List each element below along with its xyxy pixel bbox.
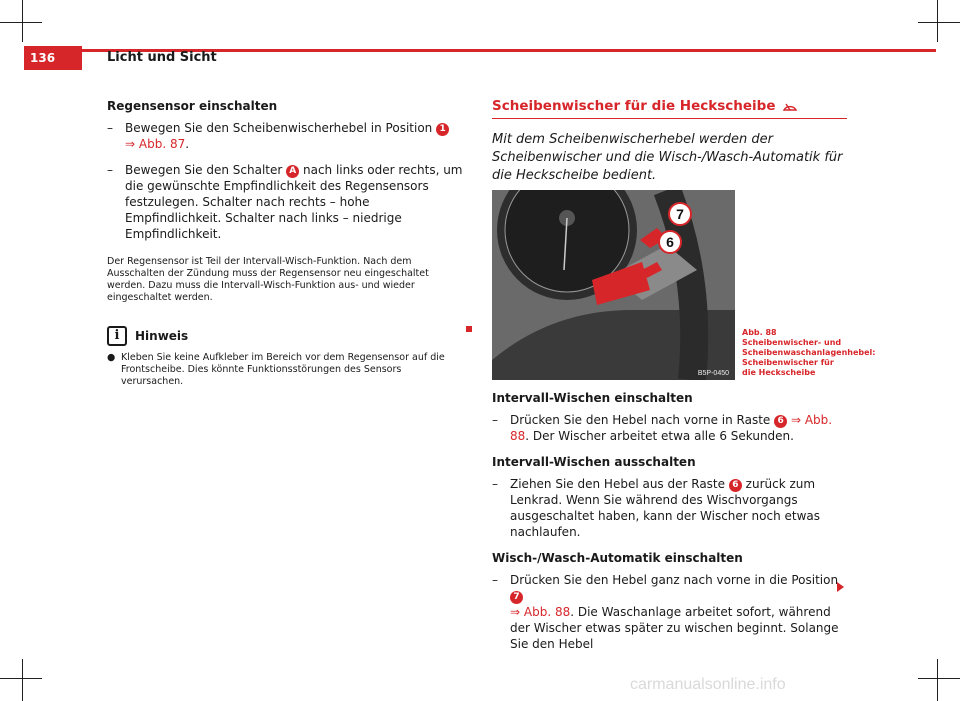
step-1: – Bewegen Sie den Scheibenwischerhebel in Position 1 ⇒ Abb. 87.	[107, 120, 465, 152]
position-badge-7: 7	[510, 591, 523, 604]
s3-heading: Wisch-/Wasch-Automatik einschalten	[492, 551, 743, 565]
left-heading: Regensensor einschalten	[107, 99, 278, 113]
s2-heading: Intervall-Wischen ausschalten	[492, 455, 696, 469]
info-paragraph: Der Regensensor ist Teil der Intervall-Wisch-Funktion. Nach dem Ausschalten der Zündung muss der Regensensor neu eingeschaltet werden. Dazu muss die Intervall-Wisch-Funktion aus- und wieder eingeschaltet werden.	[107, 256, 429, 303]
s2-step: – Ziehen Sie den Hebel aus der Raste 6 zurück zum Lenkrad. Wenn Sie während des Wischvorgangs ausgeschaltet haben, kann der Wischer noch etwas nachlaufen.	[492, 477, 821, 539]
right-column	[492, 98, 847, 198]
s3-step: – Drücken Sie den Hebel ganz nach vorne in die Position 7 ⇒ Abb. 88. Die Waschanlage arbeitet sofort, während der Wischer etwas später zu wischen beginnt. Solange Sie den Hebel	[492, 573, 839, 651]
crop-mark	[937, 0, 938, 42]
left-column	[107, 98, 465, 388]
figure-link[interactable]: ⇒ Abb. 88	[510, 605, 571, 619]
title-rule	[492, 118, 847, 119]
position-badge-1: 1	[436, 123, 449, 136]
crop-mark	[918, 22, 960, 23]
crop-mark	[937, 659, 938, 701]
note-header	[107, 326, 465, 346]
position-badge-6: 6	[729, 479, 742, 492]
figure-link[interactable]: ⇒ Abb. 87	[125, 137, 186, 151]
crop-mark	[22, 0, 23, 42]
figure-label-7: 7	[676, 206, 684, 222]
step-2: – Bewegen Sie den Schalter A nach links oder rechts, um die gewünschte Empfindlichkeit des Regensensors festzulegen. Schalter nach rechts – hohe Empfindlichkeit. Schalter nach links – niedrige Empfindlichkeit.	[107, 163, 463, 241]
crop-mark	[22, 659, 23, 701]
switch-badge-a: A	[286, 165, 299, 178]
end-of-section-mark	[466, 326, 472, 332]
intro-text: Mit dem Scheibenwischerhebel werden der Scheibenwischer und die Wisch-/Wasch-Automatik für die Heckscheibe bedient.	[492, 132, 843, 183]
right-instructions	[492, 390, 847, 662]
watermark: carmanualsonline.info	[630, 676, 786, 693]
note-body: ● Kleben Sie keine Aufkleber im Bereich vor dem Regensensor auf die Frontscheibe. Dies könnte Funktionsstörungen des Sensors verursachen.	[107, 352, 445, 387]
figure-code: B5P-0450	[697, 370, 729, 377]
lever-illustration	[492, 190, 735, 380]
crop-mark	[0, 22, 42, 23]
right-title: Scheibenwischer für die Heckscheibe	[492, 98, 847, 114]
note-title: Hinweis	[135, 329, 189, 343]
s1-step: – Drücken Sie den Hebel nach vorne in Raste 6 ⇒ Abb. 88. Der Wischer arbeitet etwa alle 6 Sekunden.	[492, 413, 833, 443]
wiper-icon	[782, 99, 798, 113]
figure-link[interactable]: ⇒ Abb. 88	[510, 413, 833, 443]
info-icon: i	[107, 326, 127, 346]
section-title: Licht und Sicht	[107, 50, 217, 65]
figure-caption: Abb. 88 Scheibenwischer- und Scheibenwaschanlagenhebel: Scheibenwischer für die Heckscheibe	[742, 328, 876, 377]
continue-arrow-icon	[837, 582, 844, 592]
crop-mark	[0, 678, 42, 679]
s1-heading: Intervall-Wischen einschalten	[492, 391, 693, 405]
position-badge-6: 6	[774, 415, 787, 428]
figure-wiper-lever	[492, 190, 735, 380]
page-number: 136	[24, 46, 82, 70]
crop-mark	[918, 678, 960, 679]
figure-label-6: 6	[666, 234, 674, 250]
